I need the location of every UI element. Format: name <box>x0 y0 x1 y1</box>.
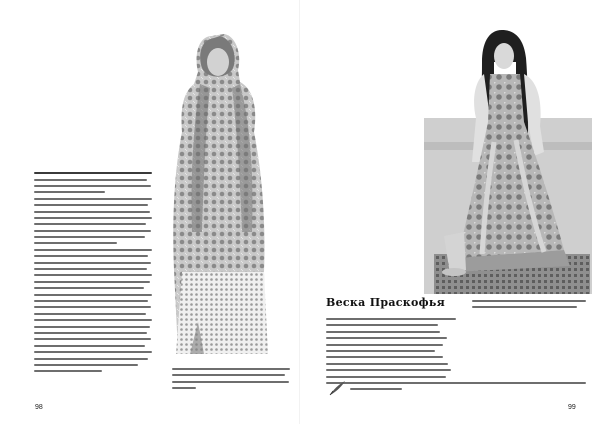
right-photo <box>424 22 592 294</box>
page-number-left: 98 <box>35 404 43 411</box>
quill-icon <box>328 380 346 401</box>
left-body-text <box>34 172 152 377</box>
right-photo-caption <box>472 300 586 313</box>
left-photo-caption <box>172 368 290 394</box>
left-photo <box>154 22 290 362</box>
poem-text <box>326 318 456 388</box>
crochet-coat-figure <box>154 22 290 362</box>
right-page <box>300 0 600 424</box>
literary-credit <box>350 382 586 395</box>
poem-heading: Веска Праскофья <box>326 296 446 309</box>
summer-dress-figure <box>424 22 592 294</box>
page-number-right: 99 <box>568 404 576 411</box>
